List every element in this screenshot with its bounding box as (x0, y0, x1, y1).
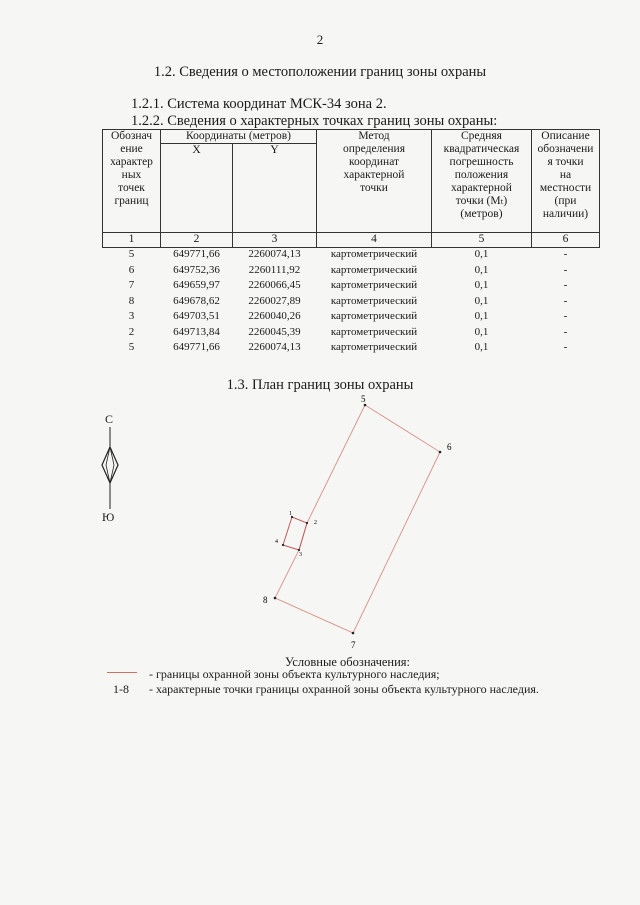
col-number: 4 (317, 233, 432, 248)
table-row (103, 279, 600, 295)
points-table (102, 129, 600, 357)
coord-x: 649678,62 (173, 294, 220, 307)
coord-x: 649771,66 (173, 341, 220, 353)
point-label-1: 1 (289, 511, 292, 517)
column-number-row (103, 233, 600, 248)
table-row (103, 326, 600, 342)
coord-y: 2260066,45 (248, 279, 301, 291)
point-id: 7 (128, 279, 135, 291)
legend-boundary-text: - границы охранной зоны объекта культурного наследия; (149, 667, 440, 681)
table-row (103, 295, 600, 311)
description: - (563, 341, 568, 353)
header-method: Метод определения координат характерной точки (317, 130, 432, 233)
compass-south-label: Ю (102, 510, 115, 524)
coord-y: 2260027,89 (248, 294, 301, 307)
point-id: 8 (128, 294, 135, 307)
coord-y: 2260045,39 (248, 325, 301, 338)
description: - (563, 263, 568, 276)
description: - (563, 310, 568, 322)
point-label-8: 8 (263, 595, 268, 605)
description: - (563, 325, 568, 338)
method: картометрический (330, 341, 418, 353)
error: 0,1 (474, 341, 489, 353)
header-error: Средняя квадратическая погрешность положения характерной точки (Mₜ) (метров) (432, 130, 532, 233)
point-id: 3 (128, 310, 135, 322)
header-coordinates: Координаты (метров) (161, 130, 317, 144)
point-label-6: 6 (447, 442, 452, 452)
legend-points-key: 1-8 (113, 682, 129, 696)
boundary-plan (255, 390, 465, 650)
page-number: 2 (316, 32, 324, 47)
error: 0,1 (474, 248, 489, 260)
col-number: 2 (161, 233, 233, 248)
method: картометрический (330, 310, 418, 322)
legend-boundary-line (107, 672, 137, 673)
table-row (103, 341, 600, 357)
header-description: Описание обозначени я точки на местности (при наличии) (532, 130, 600, 233)
table-row (103, 310, 600, 326)
legend-title: Условные обозначения: (285, 655, 411, 669)
legend-points-text: - характерные точки границы охранной зоны объекта культурного наследия. (149, 682, 539, 696)
point-label-3: 3 (299, 552, 302, 558)
error: 0,1 (474, 279, 489, 291)
point-label-2: 2 (314, 520, 317, 526)
col-number: 5 (432, 233, 532, 248)
coord-x: 649659,97 (173, 279, 220, 291)
error: 0,1 (474, 325, 489, 338)
description: - (563, 248, 568, 260)
coord-y: 2260040,26 (248, 310, 301, 322)
point-label-7: 7 (351, 640, 356, 650)
coord-y: 2260074,13 (248, 341, 301, 353)
compass-north-label: С (105, 412, 114, 426)
error: 0,1 (474, 263, 489, 276)
points-heading: 1.2.2. Сведения о характерных точках границ зоны охраны: (131, 113, 498, 129)
coord-y: 2260111,92 (248, 263, 301, 276)
col-number: 1 (103, 233, 161, 248)
compass-icon (90, 427, 130, 509)
section-heading: 1.2. Сведения о местоположении границ зоны охраны (153, 64, 487, 80)
coord-x: 649703,51 (173, 310, 220, 322)
table-row (103, 264, 600, 280)
point-label-5: 5 (361, 394, 366, 404)
coord-x: 649752,36 (173, 263, 220, 276)
point-label-4: 4 (275, 539, 278, 545)
method: картометрический (330, 263, 418, 276)
coord-x: 649771,66 (173, 248, 220, 260)
point-id: 5 (128, 248, 135, 260)
method: картометрический (330, 294, 418, 307)
header-x: X (161, 144, 233, 233)
col-number: 3 (233, 233, 317, 248)
error: 0,1 (474, 310, 489, 322)
coordinate-system-heading: 1.2.1. Система координат МСК-34 зона 2. (131, 96, 387, 112)
header-y: Y (233, 144, 317, 233)
method: картометрический (330, 325, 418, 338)
plan-heading: 1.3. План границ зоны охраны (226, 377, 414, 393)
error: 0,1 (474, 294, 489, 307)
description: - (563, 294, 568, 307)
coord-y: 2260074,13 (248, 248, 301, 260)
point-id: 5 (128, 341, 135, 353)
point-id: 6 (128, 263, 135, 276)
header-point-designation: Обознач ение характер ных точек границ (103, 130, 161, 233)
description: - (563, 279, 568, 291)
method: картометрический (330, 248, 418, 260)
coord-x: 649713,84 (173, 325, 220, 338)
method: картометрический (330, 279, 418, 291)
col-number: 6 (532, 233, 600, 248)
point-id: 2 (128, 325, 135, 338)
table-row (103, 248, 600, 264)
